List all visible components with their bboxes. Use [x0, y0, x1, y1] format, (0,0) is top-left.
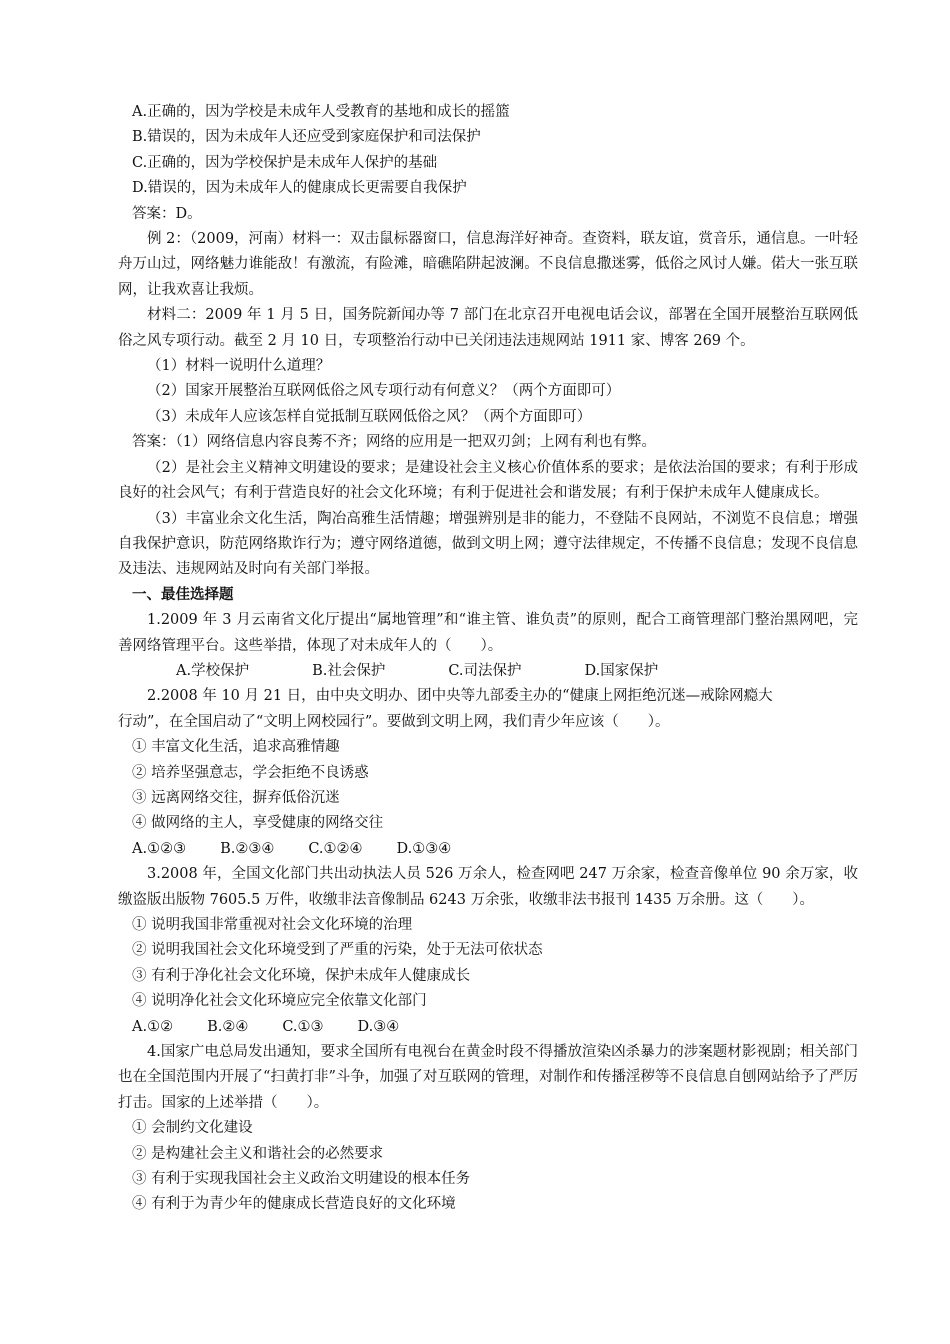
q3-option-d: D.③④: [357, 1018, 400, 1035]
q1-option-a: A.学校保护: [176, 662, 250, 679]
example2-question-3: （3）未成年人应该怎样自觉抵制互联网低俗之风？（两个方面即可）: [147, 408, 592, 425]
q2-option-a: A.①②③: [132, 840, 187, 857]
q3-item-1: ① 说明我国非常重视对社会文化环境的治理: [132, 917, 413, 933]
section-title: 一、最佳选择题: [132, 586, 234, 603]
q4-item-4: ④ 有利于为青少年的健康成长营造良好的文化环境: [132, 1196, 456, 1213]
intro-answer: 答案：D。: [132, 205, 202, 222]
intro-option-a: A.正确的，因为学校是未成年人受教育的基地和成长的摇篮: [132, 104, 510, 120]
question-3-stem: 3.2008 年，全国文化部门共出动执法人员 526 万余人，检查网吧 247 万余家，检查音像单位 90 余万家，收缴盗版出版物 7605.5 万件，收缴非法音像制品 6243 万余张，收缴非法书报刊 1435 万余册。这（ ）。: [118, 866, 858, 908]
q4-item-2: ② 是构建社会主义和谐社会的必然要求: [132, 1145, 384, 1162]
q2-item-2: ② 培养坚强意志，学会拒绝不良诱惑: [132, 764, 369, 781]
example2-question-2: （2）国家开展整治互联网低俗之风专项行动有何意义？（两个方面即可）: [147, 383, 621, 400]
q4-item-1: ① 会制约文化建设: [132, 1120, 253, 1137]
intro-option-d: D.错误的，因为未成年人的健康成长更需要自我保护: [132, 180, 467, 197]
q2-option-d: D.①③④: [396, 840, 452, 857]
q2-option-c: C.①②④: [308, 840, 363, 857]
q3-option-c: C.①③: [282, 1018, 324, 1035]
question-2-options: [118, 837, 858, 862]
q1-option-b: B.社会保护: [312, 662, 386, 679]
example2-answer-2: （2）是社会主义精神文明建设的要求；是建设社会主义核心价值体系的要求；是依法治国的要求；有利于形成良好的社会风气；有利于营造良好的社会文化环境；有利于促进社会和谐发展；有利于保护未成年人健康成长。: [118, 459, 858, 502]
q2-item-3: ③ 远离网络交往，摒弃低俗沉迷: [132, 789, 340, 806]
example2-material1: 例 2：（2009，河南）材料一：双击鼠标器窗口，信息海洋好神奇。查资料，联友谊，赏音乐，通信息。一叶轻舟万山过，网络魅力谁能敌！有激流，有险滩，暗礁陷阱起波澜。不良信息撒迷雾，低俗之风讨人嫌。偌大一张互联网，让我欢喜让我烦。: [118, 231, 858, 298]
q3-item-4: ④ 说明净化社会文化环境应完全依靠文化部门: [132, 993, 427, 1010]
intro-option-b: B.错误的，因为未成年人还应受到家庭保护和司法保护: [132, 129, 481, 146]
question-1-stem: 1.2009 年 3 月云南省文化厅提出“属地管理”和“谁主管、谁负责”的原则，配合工商管理部门整治黑网吧，完善网络管理平台。这些举措，体现了对未成年人的（ ）。: [118, 612, 858, 654]
document-body: [118, 100, 858, 1218]
example2-answer-3: （3）丰富业余文化生活，陶冶高雅生活情趣；增强辨别是非的能力，不登陆不良网站，不浏览不良信息；增强自我保护意识，防范网络欺诈行为；遵守网络道德，做到文明上网；遵守法律规定，不传播不良信息；发现不良信息及违法、违规网站及时向有关部门举报。: [118, 510, 858, 578]
question-2-stem-line2: 行动”，在全国启动了“文明上网校园行”。要做到文明上网，我们青少年应该（ ）。: [118, 713, 670, 730]
q1-option-d: D.国家保护: [584, 662, 659, 679]
example2-question-1: （1）材料一说明什么道理？: [147, 358, 331, 375]
intro-option-c: C.正确的，因为学校保护是未成年人保护的基础: [132, 154, 438, 171]
q4-item-3: ③ 有利于实现我国社会主义政治文明建设的根本任务: [132, 1171, 471, 1188]
example2-material2: 材料二：2009 年 1 月 5 日，国务院新闻办等 7 部门在北京召开电视电话会议，部署在全国开展整治互联网低俗之风专项行动。截至 2 月 10 日，专项整治行动中已关闭违法违规网站 1911 家、博客 269 个。: [118, 307, 858, 349]
question-2-stem-line1: 2.2008 年 10 月 21 日，由中央文明办、团中央等九部委主办的“健康上网拒绝沉迷—戒除网瘾大: [147, 688, 773, 705]
question-3-options: [118, 1015, 858, 1040]
q3-item-2: ② 说明我国社会文化环境受到了严重的污染，处于无法可依状态: [132, 942, 543, 959]
q1-option-c: C.司法保护: [448, 662, 522, 679]
q3-option-a: A.①②: [132, 1018, 174, 1035]
q2-item-4: ④ 做网络的主人，享受健康的网络交往: [132, 815, 384, 832]
question-1-options: [118, 659, 858, 684]
q2-option-b: B.②③④: [220, 840, 275, 857]
example2-answer-1: 答案：（1）网络信息内容良莠不齐；网络的应用是一把双刃剑；上网有利也有弊。: [132, 434, 656, 451]
q3-option-b: B.②④: [207, 1018, 249, 1035]
q3-item-3: ③ 有利于净化社会文化环境，保护未成年人健康成长: [132, 967, 471, 984]
q2-item-1: ① 丰富文化生活，追求高雅情趣: [132, 739, 340, 756]
question-4-stem: 4.国家广电总局发出通知，要求全国所有电视台在黄金时段不得播放渲染凶杀暴力的涉案题材影视剧；相关部门也在全国范围内开展了“扫黄打非”斗争，加强了对互联网的管理，对制作和传播淫秽等不良信息自刨网站给予了严厉打击。国家的上述举措（ ）。: [118, 1044, 858, 1111]
